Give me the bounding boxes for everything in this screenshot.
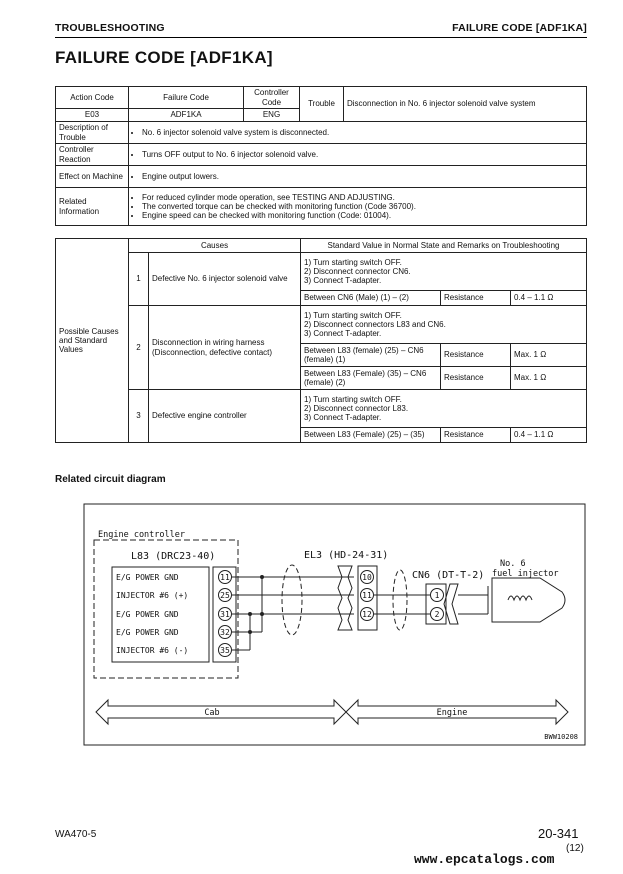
related-info-item: • For reduced cylinder mode operation, see TESTING AND ADJUSTING. — [142, 193, 583, 202]
signal-label: E/G POWER GND — [116, 573, 179, 582]
svg-text:1: 1 — [434, 591, 440, 600]
engine-controller-label: Engine controller — [98, 530, 185, 540]
svg-text:32: 32 — [220, 628, 230, 637]
el3-connector — [338, 566, 352, 630]
model-number: WA470-5 — [55, 829, 97, 840]
l83-pin — [219, 608, 232, 621]
cn6-pin — [431, 589, 444, 602]
signal-label: INJECTOR #6 (+) — [116, 591, 189, 600]
svg-text:10: 10 — [362, 573, 372, 582]
l83-pin — [219, 626, 232, 639]
wiring-el3-cn6 — [374, 595, 430, 614]
controller-code-value: ENG — [244, 109, 300, 122]
twisted-pair-marker — [393, 570, 407, 630]
procedure-step: 1) Turn starting switch OFF. — [304, 310, 402, 320]
reaction-label: Controller Reaction — [56, 144, 129, 166]
twisted-pair-marker — [282, 565, 302, 635]
signal-label: E/G POWER GND — [116, 628, 179, 637]
procedure-step: 2) Disconnect connector CN6. — [304, 266, 411, 276]
injector-coil — [508, 596, 532, 600]
trouble-text: Disconnection in No. 6 injector solenoid valve system — [344, 87, 587, 122]
cause-number: 2 — [129, 306, 149, 390]
watermark: www.epcatalogs.com — [414, 852, 555, 867]
l83-label: L83 (DRC23-40) — [131, 551, 216, 562]
procedure-step: 3) Connect T-adapter. — [304, 413, 382, 423]
trouble-label: Trouble — [300, 87, 344, 122]
description-text: • No. 6 injector solenoid valve system is disconnected. — [142, 128, 583, 137]
figure-code: BWW10208 — [544, 733, 578, 741]
cab-arrow — [96, 700, 346, 724]
related-info-item: • The converted torque can be checked with monitoring function (Code 36700). — [142, 202, 583, 211]
failure-code-value: ADF1KA — [129, 109, 244, 122]
cn6-pin — [431, 608, 444, 621]
measure-item: Resistance — [441, 344, 511, 367]
l83-pin — [219, 571, 232, 584]
wire-junction — [248, 630, 252, 634]
standard-value-header: Standard Value in Normal State and Remarks on Troubleshooting — [301, 239, 587, 253]
measure-value: 0.4 – 1.1 Ω — [511, 291, 587, 306]
injector-label-line2: fuel injector — [492, 569, 559, 579]
engine-label: Engine — [436, 708, 468, 718]
measure-value: Max. 1 Ω — [511, 344, 587, 367]
related-info-item: • Engine speed can be checked with monitoring function (Code: 01004). — [142, 211, 583, 220]
related-info-label: Related Information — [56, 188, 129, 226]
revision-number: (12) — [566, 843, 584, 854]
svg-text:2: 2 — [434, 610, 440, 619]
svg-text:25: 25 — [220, 591, 230, 600]
el3-pin — [361, 589, 374, 602]
procedure-step: 2) Disconnect connector L83. — [304, 403, 409, 413]
measure-between: Between L83 (female) (25) – CN6 (female) (1) — [301, 344, 441, 367]
cn6-label: CN6 (DT-T-2) — [412, 570, 485, 581]
procedure-step: 2) Disconnect connectors L83 and CN6. — [304, 319, 446, 329]
possible-causes-label: Possible Causes and Standard Values — [56, 239, 129, 443]
cause-text: Defective engine controller — [149, 390, 301, 443]
failure-code-header: Failure Code — [129, 87, 244, 109]
action-code-value: E03 — [56, 109, 129, 122]
procedure-step: 3) Connect T-adapter. — [304, 329, 382, 339]
cab-label: Cab — [204, 708, 220, 718]
cause-text: Defective No. 6 injector solenoid valve — [149, 253, 301, 306]
svg-text:12: 12 — [362, 610, 372, 619]
svg-text:35: 35 — [220, 646, 230, 655]
procedure-step: 1) Turn starting switch OFF. — [304, 257, 402, 267]
measure-value: 0.4 – 1.1 Ω — [511, 428, 587, 443]
svg-text:31: 31 — [220, 610, 230, 619]
page-title: FAILURE CODE [ADF1KA] — [55, 48, 273, 67]
reaction-text: • Turns OFF output to No. 6 injector solenoid valve. — [142, 150, 583, 159]
section-title: Related circuit diagram — [55, 474, 166, 485]
page-number: 20-341 — [538, 826, 579, 841]
measure-item: Resistance — [441, 428, 511, 443]
causes-header: Causes — [129, 239, 301, 253]
el3-label: EL3 (HD-24-31) — [304, 550, 389, 561]
injector-leads — [458, 586, 488, 614]
svg-text:11: 11 — [220, 573, 230, 582]
el3-pin — [361, 571, 374, 584]
running-header-right: FAILURE CODE [ADF1KA] — [452, 22, 587, 34]
signal-label: E/G POWER GND — [116, 610, 179, 619]
signal-label: INJECTOR #6 (-) — [116, 646, 189, 655]
procedure-step: 3) Connect T-adapter. — [304, 276, 382, 286]
measure-between: Between L83 (Female) (25) – (35) — [301, 428, 441, 443]
svg-text:11: 11 — [362, 591, 372, 600]
action-code-header: Action Code — [56, 87, 129, 109]
wire-junction — [248, 612, 252, 616]
description-label: Description of Trouble — [56, 122, 129, 144]
measure-item: Resistance — [441, 291, 511, 306]
measure-item: Resistance — [441, 367, 511, 390]
fuel-injector-body — [492, 578, 565, 622]
effect-label: Effect on Machine — [56, 166, 129, 188]
wire-junction — [260, 612, 264, 616]
measure-between: Between L83 (Female) (35) – CN6 (female) (2) — [301, 367, 441, 390]
running-header-left: TROUBLESHOOTING — [55, 22, 165, 34]
l83-pin — [219, 589, 232, 602]
cause-number: 1 — [129, 253, 149, 306]
l83-pin — [219, 644, 232, 657]
el3-pin — [361, 608, 374, 621]
effect-text: • Engine output lowers. — [142, 172, 583, 181]
procedure-step: 1) Turn starting switch OFF. — [304, 394, 402, 404]
measure-between: Between CN6 (Male) (1) – (2) — [301, 291, 441, 306]
injector-label-line1: No. 6 — [500, 559, 526, 569]
cause-number: 3 — [129, 390, 149, 443]
controller-code-header: Controller Code — [244, 87, 300, 109]
measure-value: Max. 1 Ω — [511, 367, 587, 390]
cause-text: Disconnection in wiring harness (Disconnection, defective contact) — [149, 306, 301, 390]
wire-junction — [260, 575, 264, 579]
